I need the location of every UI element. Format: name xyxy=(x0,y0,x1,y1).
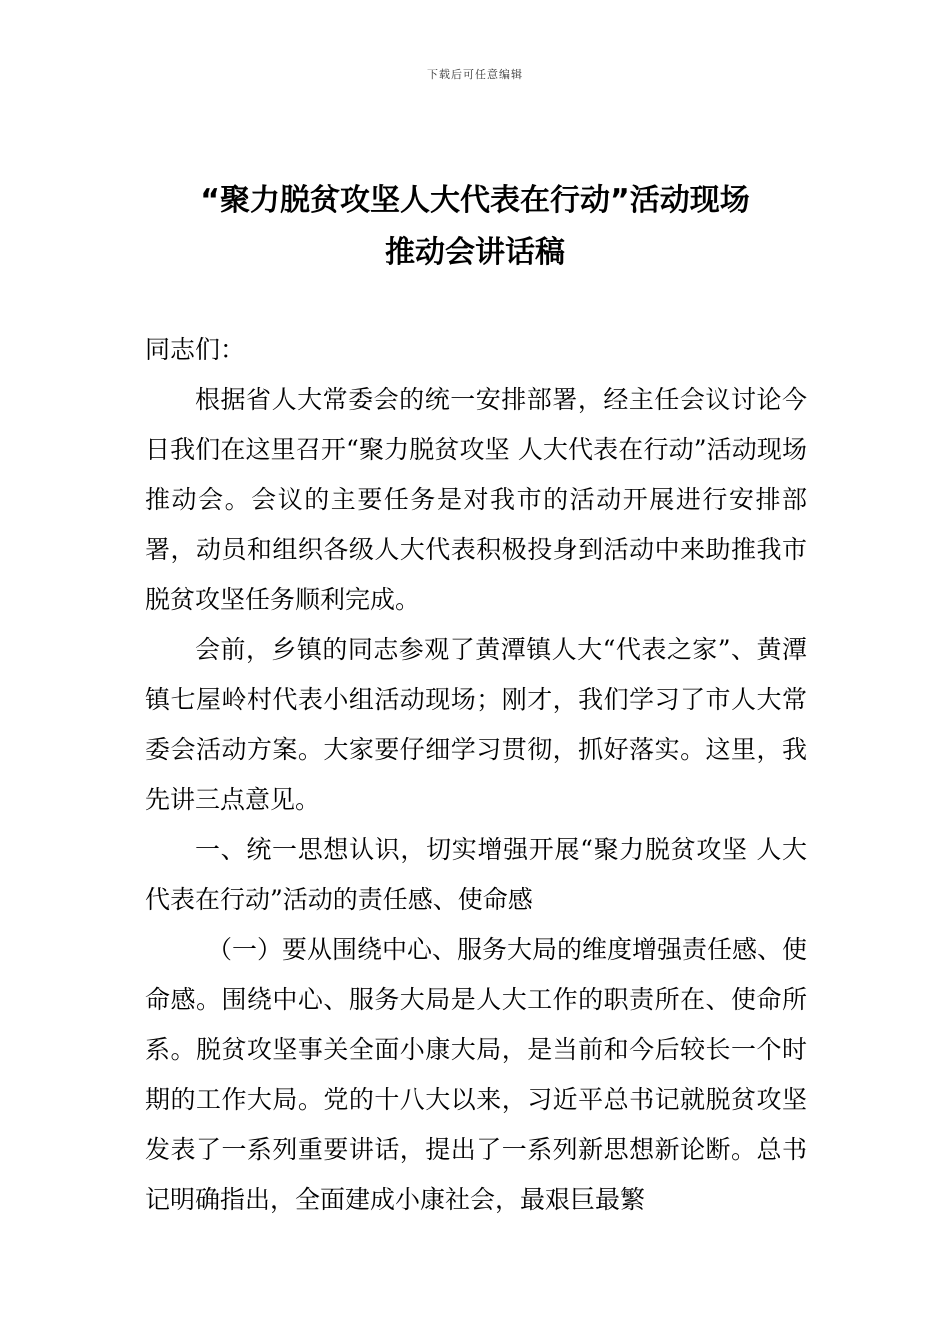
section-heading-1: 一、统一思想认识，切实增强开展“聚力脱贫攻坚 人大代表在行动”活动的责任感、使命感 xyxy=(145,835,807,914)
paragraph-3: （一）要从围绕中心、服务大局的维度增强责任感、使命感。围绕中心、服务大局是人大工作的职责所在、使命所系。脱贫攻坚事关全面小康大局，是当前和今后较长一个时期的工作大局。党的十八大以来，习近平总书记就脱贫攻坚发表了一系列重要讲话，提出了一系列新思想新论断。总书记明确指出，全面建成小康社会，最艰巨最繁 xyxy=(145,935,808,1214)
salutation: 同志们： xyxy=(145,335,246,364)
header-note: 下载后可任意编辑 xyxy=(427,68,523,81)
paragraph-1: 根据省人大常委会的统一安排部署，经主任会议讨论今日我们在这里召开“聚力脱贫攻坚 人大代表在行动”活动现场推动会。会议的主要任务是对我市的活动开展进行安排部署，动员和组织各级人大代表积极投身到活动中来助推我市脱贫攻坚任务顺利完成。 xyxy=(145,385,807,614)
paragraph-2: 会前，乡镇的同志参观了黄潭镇人大“代表之家”、黄潭镇七屋岭村代表小组活动现场；刚才，我们学习了市人大常委会活动方案。大家要仔细学习贯彻，抓好落实。这里，我先讲三点意见。 xyxy=(145,635,807,814)
title-line-1: “聚力脱贫攻坚人大代表在行动”活动现场 xyxy=(200,183,750,218)
document-title xyxy=(145,175,805,279)
document-body xyxy=(145,325,807,1225)
title-line-2: 推动会讲话稿 xyxy=(385,235,565,270)
